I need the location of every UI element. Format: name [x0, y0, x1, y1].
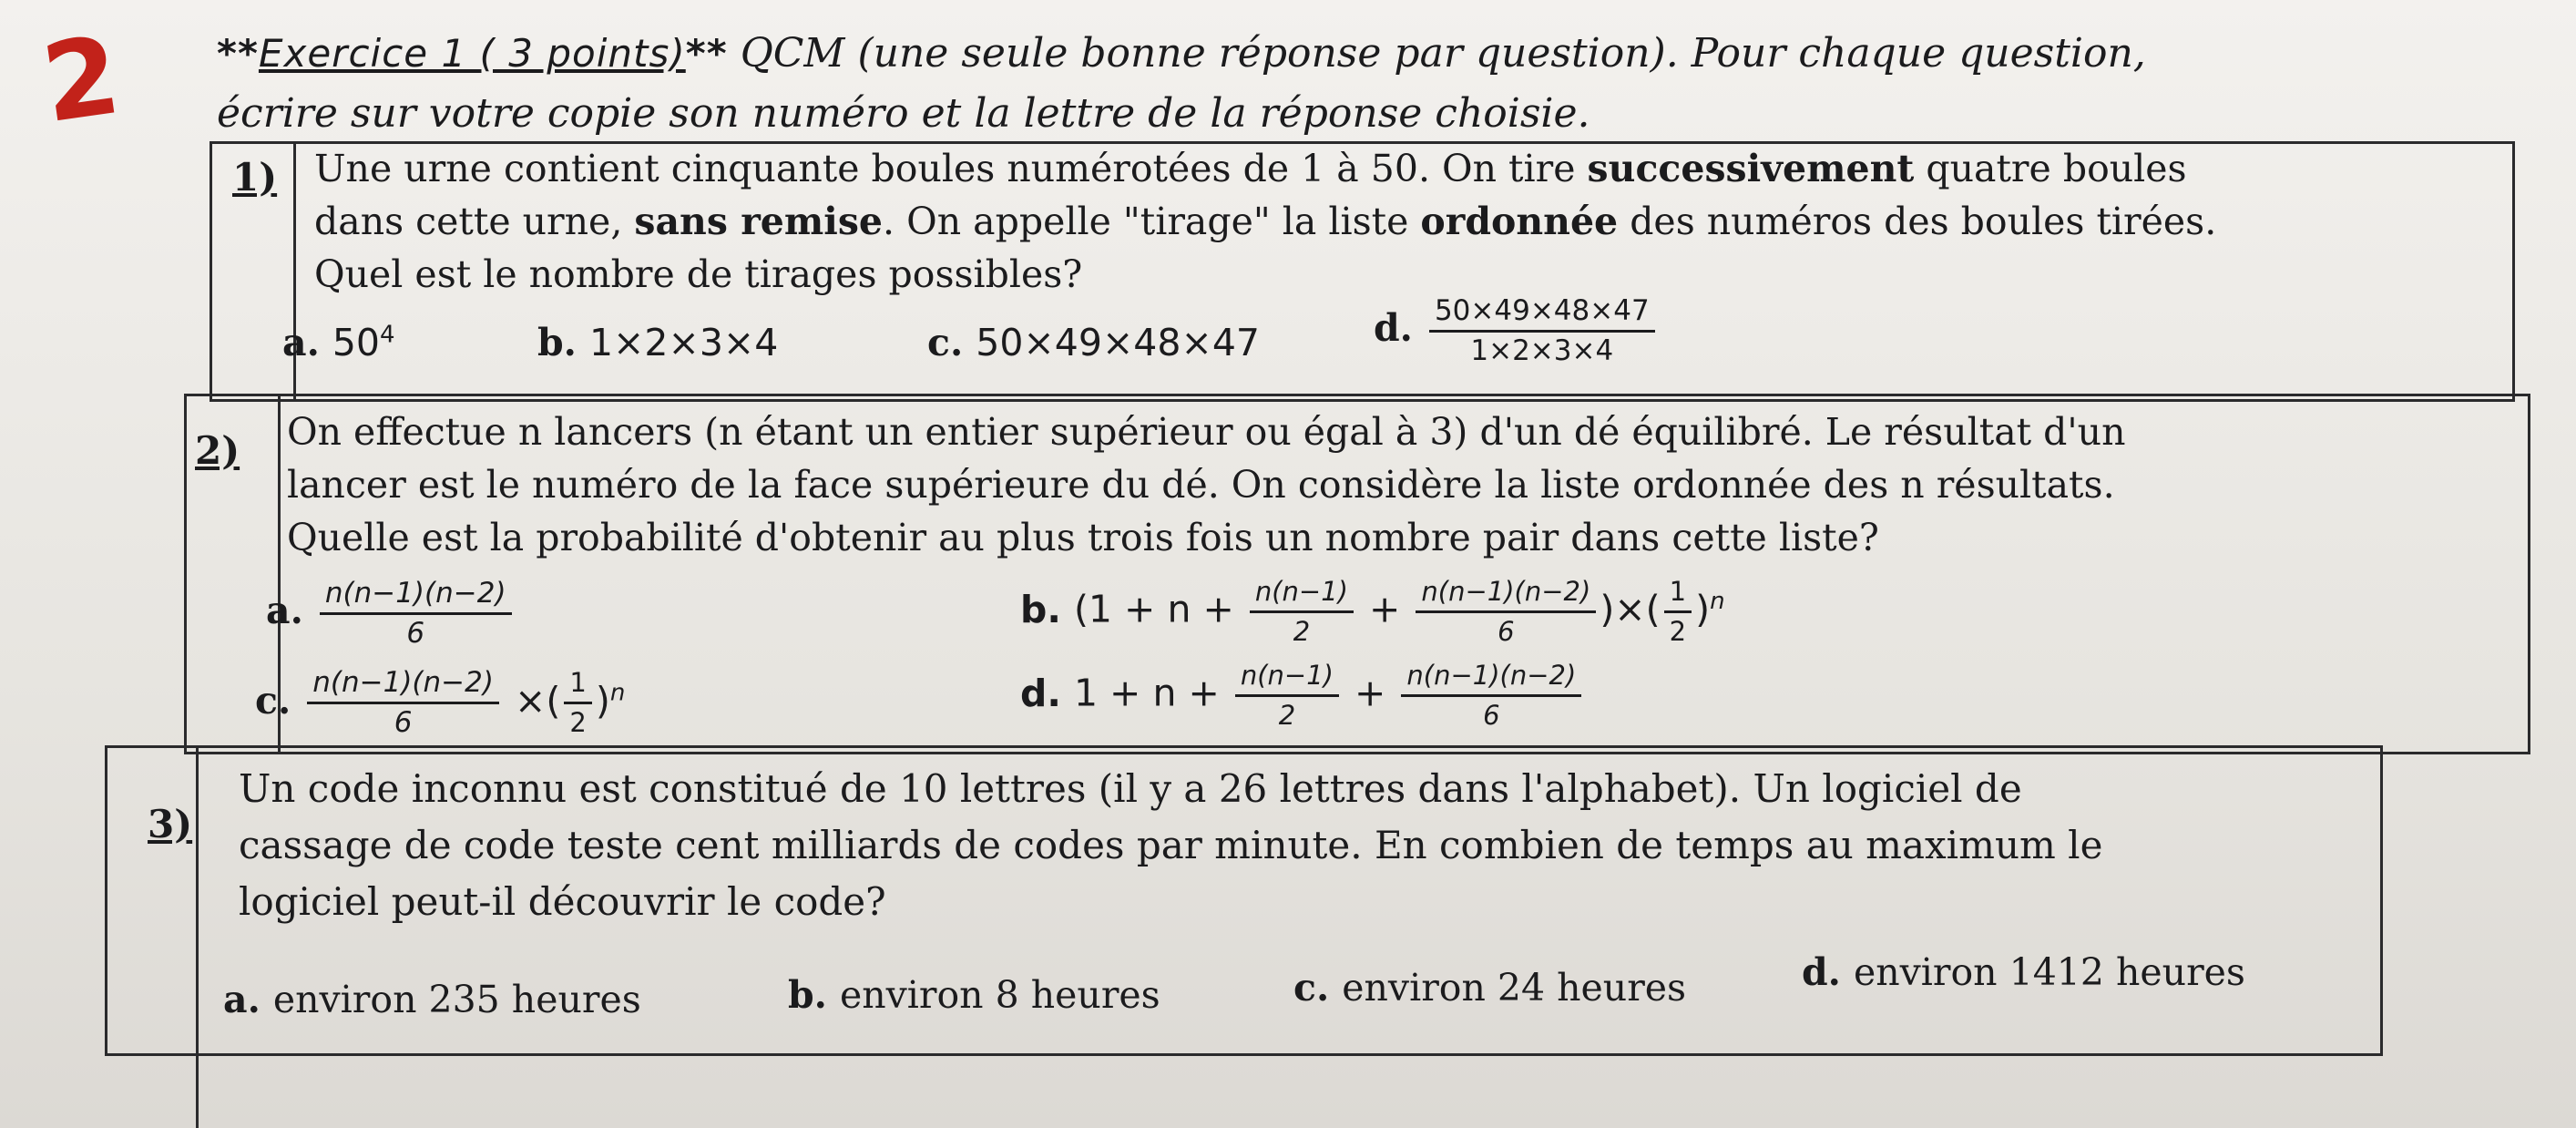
- instructions-line1: QCM (une seule bonne réponse par question). Pour chaque question,: [740, 30, 2146, 77]
- q1-option-c: c. 50×49×48×47: [927, 321, 1260, 364]
- exercise-header: [217, 24, 2494, 144]
- question-2-text: On effectue n lancers (n étant un entier supérieur ou égal à 3) d'un dé équilibré. Le résultat d'un lancer est le numéro de la face supérieure du dé. On considère la liste ordonnée des n résultats. Quelle est la probabilité d'obtenir au plus trois fois un nombre pair dans cette liste?: [287, 410, 2126, 559]
- instructions-line2: écrire sur votre copie son numéro et la lettre de la réponse choisie.: [217, 90, 1590, 137]
- question-2-number: 2): [195, 428, 240, 473]
- question-1-number: 1): [232, 155, 278, 200]
- q3-option-a: a. environ 235 heures: [223, 978, 641, 1021]
- page-mark: 2: [35, 11, 128, 148]
- q1-option-b: b. 1×2×3×4: [537, 321, 779, 364]
- q3-option-b: b. environ 8 heures: [788, 973, 1160, 1017]
- question-3-text: Un code inconnu est constitué de 10 lettres (il y a 26 lettres dans l'alphabet). Un logiciel de cassage de code teste cent milliards de codes par minute. En combien de temps au maximum le logiciel peut-il découvrir le code?: [239, 766, 2103, 924]
- exercise-title: **Exercice 1 ( 3 points)**: [217, 31, 728, 76]
- q2-option-d: d. 1 + n + $\frac{n(n-1)}{2}$ + $\frac{n(n-1)(n-2)}{6}$: [1020, 658, 1585, 733]
- question-1-text: Une urne contient cinquante boules numérotées de 1 à 50. On tire successivement quatre boules dans cette urne, sans remise. On appelle "tirage" la liste ordonnée des numéros des boules tirées. Quel est le nombre de tirages possibles?: [314, 147, 2217, 296]
- q2-option-a: a. $\frac{n(n-1)(n-2)}{6}$: [266, 576, 516, 651]
- q1-option-a: a. $50^4$: [282, 321, 395, 364]
- q3-divider: [196, 745, 199, 1128]
- question-3-number: 3): [148, 802, 193, 846]
- q1-option-d: d. $\frac{50\times 49\times 48\times 47}{1\times 2\times 3\times 4}$: [1374, 293, 1659, 369]
- q2-option-c: c. $\frac{n(n-1)(n-2)}{6}$ ×( $\frac{1}{2}$ )$^n$: [255, 666, 626, 739]
- q3-option-c: c. environ 24 heures: [1293, 966, 1687, 1010]
- q2-option-b: b. (1 + n + $\frac{n(n-1)}{2}$ + $\frac{n(n-1)(n-2)}{6}$ )×( $\frac{1}{2}$ )$^n$: [1020, 576, 1725, 647]
- q3-option-d: d. environ 1412 heures: [1802, 950, 2245, 994]
